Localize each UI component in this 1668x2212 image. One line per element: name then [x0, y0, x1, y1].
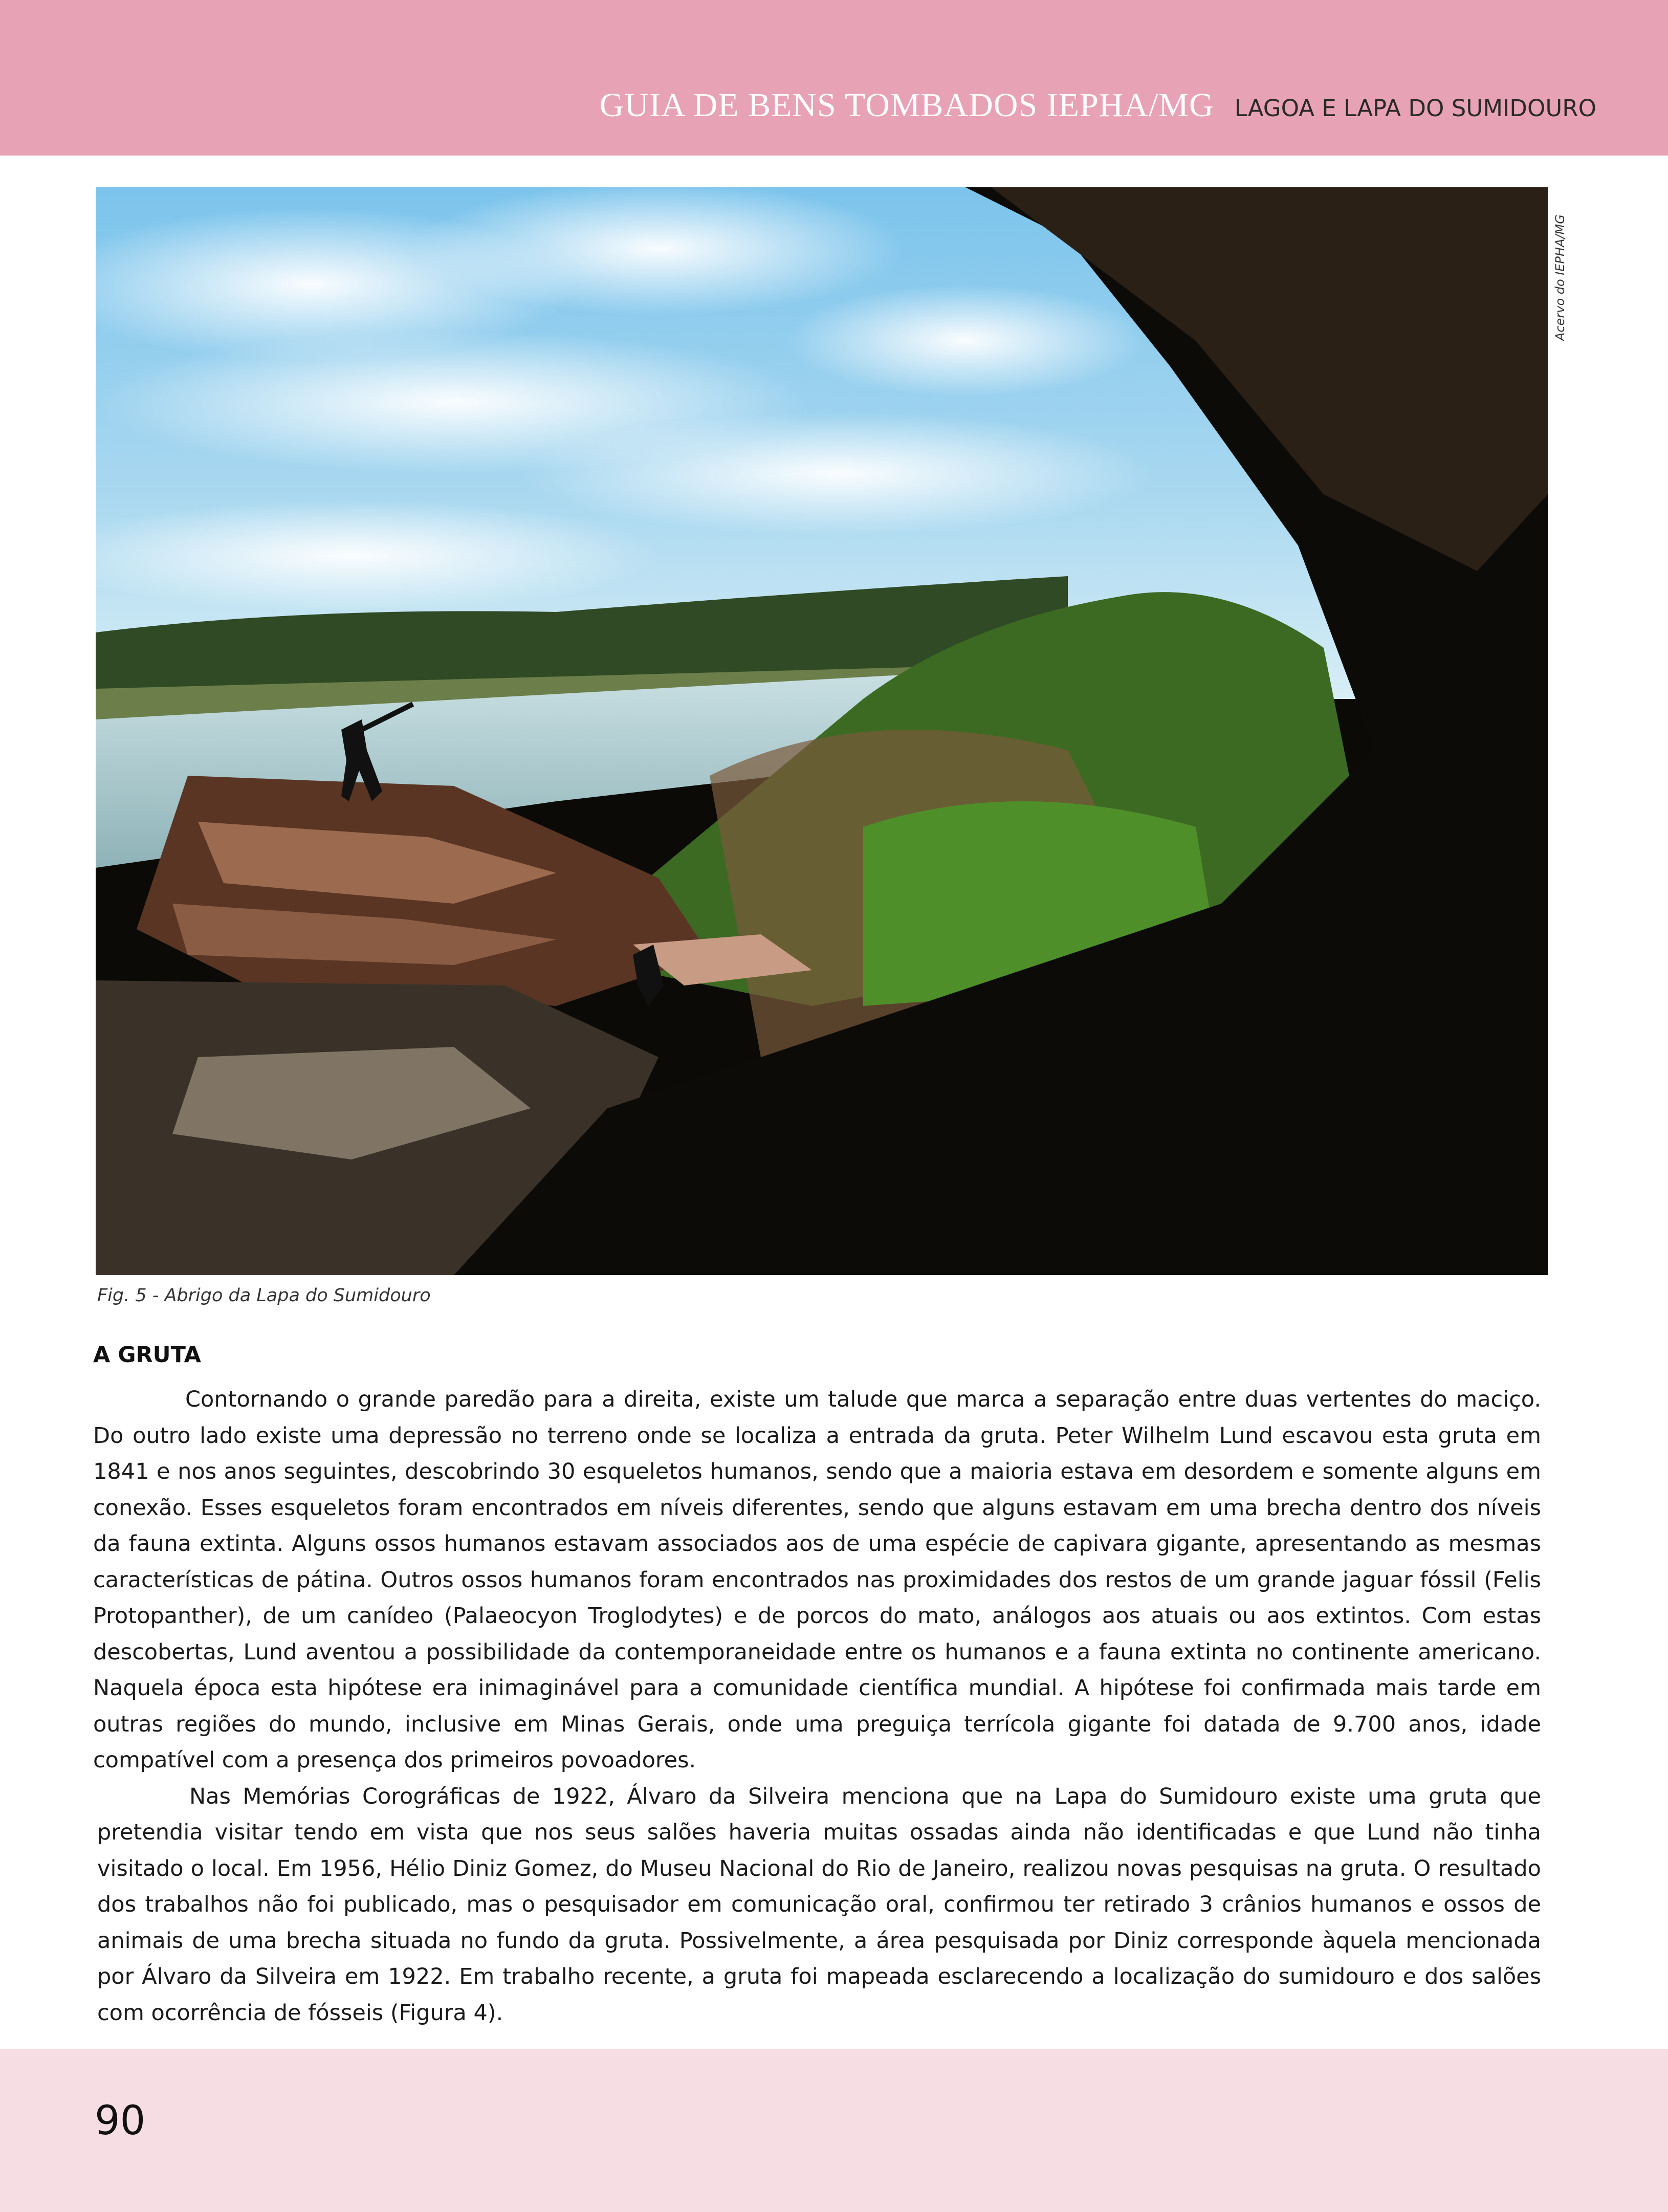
paragraph: Contornando o grande paredão para a direita, existe um talude que marca a separação entre duas vertentes do maciço. Do outro lado existe uma depressão no terreno onde se localiza a entrada da gruta. Peter Wilhelm Lund escavou esta gruta em 1841 e nos anos seguintes, descobrindo 30 esqueletos humanos, sendo que a maioria estava em desordem e somente alguns em conexão. Esses esqueletos foram encontrados em níveis diferentes, sendo que alguns estavam em uma brecha dentro dos níveis da fauna extinta. Alguns ossos humanos estavam associados aos de uma espécie de capivara gigante, apresentando as mesmas características de pátina. Outros ossos humanos foram encontrados nas proximidades dos restos de um grande jaguar fóssil (Felis Protopanther), de um canídeo (Palaeocyon Troglodytes) e de porcos do mato, análogos aos atuais ou aos extintos. Com estas descobertas, Lund aventou a possibilidade da contemporaneidade entre os humanos e a fauna extinta no continente americano. Naquela época esta hipótese era inimaginável para a comunidade científica mundial. A hipótese foi confirmada mais tarde em outras regiões do mundo, inclusive em Minas Gerais, onde uma preguiça terrícola gigante foi datada de 9.700 anos, idade compatível com a presença dos primeiros povoadores.	[93, 1387, 1541, 1773]
photo-credit: Acervo do IEPHA/MG	[1553, 214, 1567, 341]
article-body	[93, 1382, 1541, 2031]
section-title: LAGOA E LAPA DO SUMIDOURO	[1234, 95, 1596, 122]
page-number: 90	[95, 2098, 146, 2144]
paragraph: Nas Memórias Corográficas de 1922, Álvaro da Silveira menciona que na Lapa do Sumidouro existe uma gruta que pretendia visitar tendo em vista que nos seus salões haveria muitas ossadas ainda não identificadas e que Lund não tinha visitado o local. Em 1956, Hélio Diniz Gomez, do Museu Nacional do Rio de Janeiro, realizou novas pesquisas na gruta. O resultado dos trabalhos não foi publicado, mas o pesquisador em comunicação oral, confirmou ter retirado 3 crânios humanos e ossos de animais de uma brecha situada no fundo da gruta. Possivelmente, a área pesquisada por Diniz corresponde àquela mencionada por Álvaro da Silveira em 1922. Em trabalho recente, a gruta foi mapeada esclarecendo a localização do sumidouro e dos salões com ocorrência de fósseis (Figura 4).	[97, 1783, 1541, 2026]
section-heading: A GRUTA	[93, 1342, 201, 1368]
figure-caption: Fig. 5 - Abrigo da Lapa do Sumidouro	[97, 1285, 431, 1306]
guide-title: GUIA DE BENS TOMBADOS IEPHA/MG	[599, 86, 1214, 124]
cave-shelter-photo	[96, 187, 1548, 1275]
header-band	[0, 0, 1668, 156]
footer-band	[0, 2049, 1668, 2212]
running-header	[600, 86, 1596, 125]
